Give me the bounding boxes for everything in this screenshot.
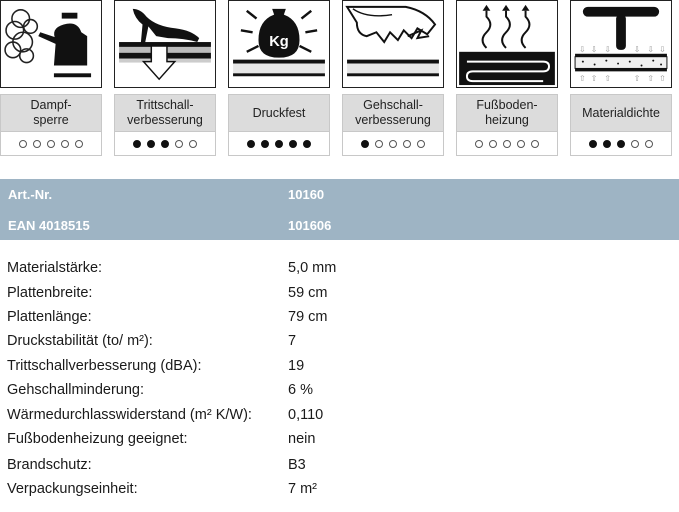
- svg-text:⇩: ⇩: [578, 44, 586, 54]
- svg-text:⇧: ⇧: [647, 74, 654, 84]
- article-number-label: Art.-Nr.: [8, 187, 53, 202]
- ean-label: EAN 4018515: [8, 218, 90, 233]
- rating-dot: [289, 140, 297, 148]
- feature-druckfest: [228, 0, 330, 160]
- feature-gehschall: [342, 0, 444, 160]
- svg-text:⇧: ⇧: [633, 74, 641, 84]
- high-heel-impact-icon: [114, 0, 216, 88]
- feature-label: Gehschall- verbesserung: [342, 94, 444, 132]
- rating-dot: [19, 140, 27, 148]
- floor-heating-icon: [456, 0, 558, 88]
- svg-text:⇩: ⇩: [647, 44, 654, 54]
- spec-row: [0, 329, 679, 353]
- rating-dot: [389, 140, 397, 148]
- spec-value: 0,110: [288, 407, 324, 423]
- spec-row: [0, 403, 679, 427]
- feature-label: Fußboden- heizung: [456, 94, 558, 132]
- rating-dot: [475, 140, 483, 148]
- ean-row: [0, 210, 679, 240]
- spec-label: Plattenlänge:: [7, 309, 92, 325]
- rating-dot: [603, 140, 611, 148]
- spec-value: 7: [288, 333, 297, 349]
- spec-row: [0, 281, 679, 305]
- spec-row: [0, 256, 679, 280]
- svg-text:Kg: Kg: [269, 33, 289, 50]
- rating-dot: [375, 140, 383, 148]
- svg-text:⇧: ⇧: [604, 74, 611, 84]
- rating-dot: [489, 140, 497, 148]
- rating-dot: [617, 140, 625, 148]
- svg-text:⇩: ⇩: [604, 44, 611, 54]
- feature-label: Dampf- sperre: [0, 94, 102, 132]
- feature-fussbodenheizung: [456, 0, 558, 160]
- article-number-value: 10160: [288, 187, 325, 202]
- rating-dot: [189, 140, 197, 148]
- rating-dot: [631, 140, 639, 148]
- rating-dot: [589, 140, 597, 148]
- rating-dots: [228, 132, 330, 156]
- spec-label: Trittschallverbesserung (dBA):: [7, 358, 202, 374]
- spec-label: Fußbodenheizung geeignet:: [7, 431, 188, 447]
- spec-value: 5,0 mm: [288, 260, 337, 276]
- spec-value: 59 cm: [288, 285, 328, 301]
- spec-value: B3: [288, 457, 306, 473]
- feature-icons-row: [0, 0, 679, 160]
- feature-label: Trittschall- verbesserung: [114, 94, 216, 132]
- spec-row: [0, 453, 679, 477]
- weight-kg-icon: [228, 0, 330, 88]
- feature-dampfsperre: [0, 0, 102, 160]
- rating-dot: [133, 140, 141, 148]
- rating-dots: [0, 132, 102, 156]
- spec-value: 19: [288, 358, 305, 374]
- spec-value: 79 cm: [288, 309, 328, 325]
- rating-dot: [147, 140, 155, 148]
- rating-dot: [61, 140, 69, 148]
- spec-value: 7 m²: [288, 481, 317, 497]
- rating-dot: [517, 140, 525, 148]
- shoe-sound-icon: [342, 0, 444, 88]
- rating-dots: [570, 132, 672, 156]
- spec-row: [0, 477, 679, 501]
- rating-dots: [114, 132, 216, 156]
- spec-label: Brandschutz:: [7, 457, 92, 473]
- spec-row: [0, 378, 679, 402]
- svg-text:⇧: ⇧: [659, 74, 666, 84]
- rating-dots: [342, 132, 444, 156]
- spec-label: Wärmedurchlasswiderstand (m² K/W):: [7, 407, 252, 423]
- spec-label: Gehschallminderung:: [7, 382, 145, 398]
- feature-label: Materialdichte: [570, 94, 672, 132]
- feature-label: Druckfest: [228, 94, 330, 132]
- rating-dot: [417, 140, 425, 148]
- rating-dot: [75, 140, 83, 148]
- rating-dot: [275, 140, 283, 148]
- rating-dot: [503, 140, 511, 148]
- rating-dot: [261, 140, 269, 148]
- rating-dot: [403, 140, 411, 148]
- spec-label: Plattenbreite:: [7, 285, 93, 301]
- spec-row: [0, 427, 679, 451]
- feature-materialdichte: [570, 0, 672, 160]
- rating-dot: [361, 140, 369, 148]
- rating-dots: [456, 132, 558, 156]
- svg-text:⇩: ⇩: [633, 44, 641, 54]
- steam-kettle-icon: [0, 0, 102, 88]
- rating-dot: [33, 140, 41, 148]
- spec-row: [0, 354, 679, 378]
- article-number-row: [0, 179, 679, 209]
- rating-dot: [161, 140, 169, 148]
- rating-dot: [531, 140, 539, 148]
- material-density-icon: [570, 0, 672, 88]
- feature-trittschall: [114, 0, 216, 160]
- rating-dot: [47, 140, 55, 148]
- spec-value: nein: [288, 431, 316, 447]
- svg-text:⇩: ⇩: [659, 44, 666, 54]
- rating-dot: [247, 140, 255, 148]
- spec-value: 6 %: [288, 382, 313, 398]
- spec-row: [0, 305, 679, 329]
- svg-text:⇧: ⇧: [590, 74, 598, 84]
- spec-label: Materialstärke:: [7, 260, 103, 276]
- svg-text:⇩: ⇩: [590, 44, 598, 54]
- svg-text:⇧: ⇧: [578, 74, 586, 84]
- rating-dot: [645, 140, 653, 148]
- rating-dot: [303, 140, 311, 148]
- spec-label: Druckstabilität (to/ m²):: [7, 333, 153, 349]
- spec-label: Verpackungseinheit:: [7, 481, 138, 497]
- rating-dot: [175, 140, 183, 148]
- ean-value: 101606: [288, 218, 332, 233]
